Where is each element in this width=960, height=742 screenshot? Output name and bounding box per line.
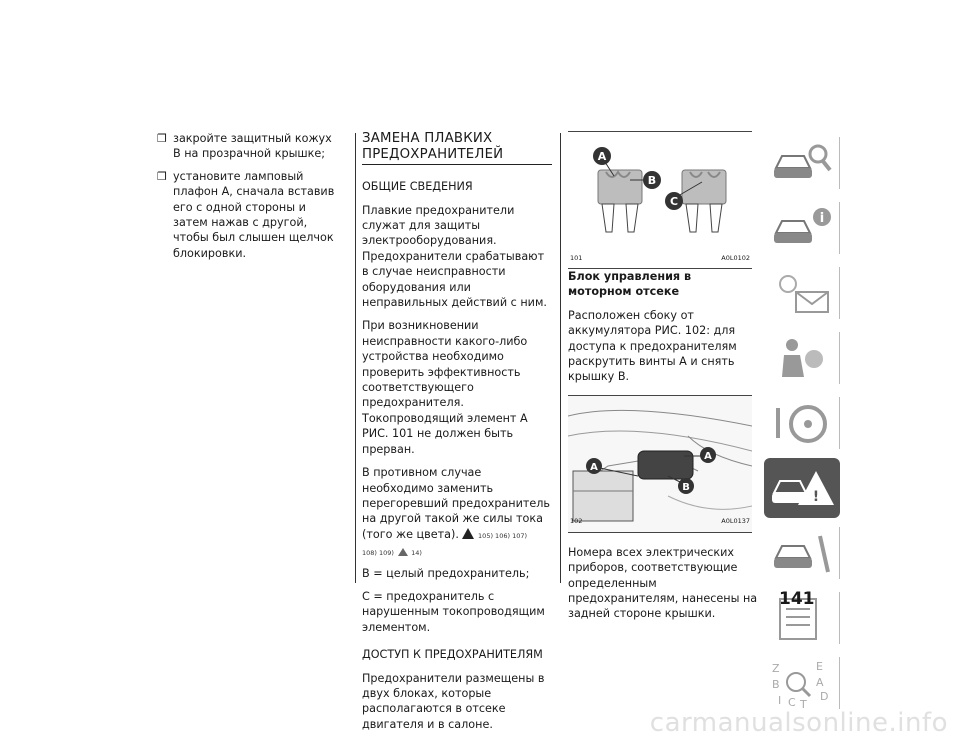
- paragraph-text: В противном случае необходимо заменить перегоревший предохранитель на другой такой же силы тока (того же цвета).: [362, 466, 551, 541]
- paragraph: Плавкие предохранители служат для защиты электрооборудования. Предохранители срабатывают в случае неисправности оборудования или неправильных действий с ним.: [362, 203, 547, 310]
- bullet-item: [157, 169, 342, 261]
- paragraph: Расположен сбоку от аккумулятора РИС. 102: для доступа к предохранителям раскрутить винты А и снять крышку B.: [568, 308, 737, 384]
- tab-index[interactable]: [764, 653, 840, 713]
- section-title-line: ПРЕДОХРАНИТЕЛЕЙ: [362, 146, 504, 162]
- paragraph: [362, 465, 552, 561]
- bullet-item: [157, 131, 342, 162]
- watermark: carmanualsonline.info: [649, 708, 948, 738]
- column-middle: [362, 131, 552, 740]
- engine-bay-illustration: [568, 396, 752, 532]
- section-title: [362, 131, 552, 165]
- figure-number: 102: [570, 517, 583, 526]
- figure-102: [568, 395, 752, 533]
- svg-text:I: I: [778, 694, 782, 707]
- subheading-general: ОБЩИЕ СВЕДЕНИЯ: [362, 180, 473, 194]
- section-title-line: ЗАМЕНА ПЛАВКИХ: [362, 131, 493, 146]
- column-left: [157, 131, 342, 268]
- tab-warning-lights[interactable]: [764, 263, 840, 323]
- tab-car-info[interactable]: [764, 198, 840, 258]
- page-number: 141: [779, 589, 815, 609]
- label-a: A: [704, 450, 712, 462]
- warning-refs: 105) 106) 107): [478, 531, 528, 540]
- car-warning-triangle-icon: [770, 463, 834, 513]
- warning-triangle-icon: [462, 528, 474, 539]
- fuse-illustration: [568, 132, 752, 268]
- caution-icon: [398, 548, 408, 556]
- label-b: B: [682, 481, 690, 493]
- svg-text:Z: Z: [772, 662, 780, 675]
- svg-text:i: i: [819, 211, 825, 226]
- warning-refs: 108) 109): [362, 549, 394, 558]
- paragraph: Номера всех электрических приборов, соответствующие определенным предохранителям, нанесены на задней стороне крышки.: [568, 545, 758, 621]
- tab-knowing-car[interactable]: [764, 133, 840, 193]
- label-a: A: [590, 461, 598, 473]
- checkbox-bullet-icon: ❒: [157, 132, 167, 145]
- chapter-sidebar: [764, 133, 842, 718]
- svg-text:A: A: [816, 676, 824, 689]
- bullet-text: закройте защитный кожух B на прозрачной крышке;: [173, 132, 332, 161]
- svg-text:B: B: [772, 678, 780, 691]
- figure-number: 101: [570, 253, 583, 262]
- subheading-access: ДОСТУП К ПРЕДОХРАНИТЕЛЯМ: [362, 648, 543, 662]
- checkbox-bullet-icon: ❒: [157, 169, 167, 183]
- tab-maintenance[interactable]: [764, 523, 840, 583]
- car-magnifier-icon: [770, 138, 834, 188]
- car-wrench-icon: [770, 528, 834, 578]
- tab-driving[interactable]: [764, 393, 840, 453]
- column-divider: [560, 133, 561, 583]
- figure-code: A0L0137: [721, 517, 750, 526]
- svg-text:T: T: [800, 698, 807, 708]
- warning-light-envelope-icon: [770, 268, 834, 318]
- paragraph: При возникновении неисправности какого-либо устройства необходимо проверить эффективность соответствующего предохранителя. Токопроводящий элемент А РИС. 101 не должен быть прерван.: [362, 319, 528, 456]
- steering-wheel-icon: [770, 398, 834, 448]
- label-c: C: [669, 195, 679, 208]
- column-divider: [355, 133, 356, 583]
- svg-text:!: !: [812, 489, 820, 505]
- label-b: B: [647, 174, 657, 187]
- tab-emergency[interactable]: [764, 458, 840, 518]
- subsection-heading: Блок управления в моторном отсеке: [568, 270, 692, 299]
- paragraph: С = предохранитель с нарушенным токопроводящим элементом.: [362, 589, 545, 634]
- label-a: A: [597, 150, 607, 163]
- paragraph: B = целый предохранитель;: [362, 566, 530, 580]
- car-info-icon: [770, 203, 834, 253]
- figure-101: [568, 131, 752, 269]
- bullet-text: установите ламповый плафон А, сначала вставив его с одной стороны и затем нажав с другой, чтобы был слышен щелчок блокировки.: [173, 169, 335, 260]
- caution-refs: 14): [411, 549, 422, 558]
- figure-code: A0L0102: [721, 253, 750, 262]
- paragraph: Предохранители размещены в двух блоках, которые располагаются в отсеке двигателя и в салоне.: [362, 671, 545, 731]
- svg-text:C: C: [788, 696, 796, 708]
- airbag-person-icon: [770, 333, 834, 383]
- column-right: [568, 131, 758, 630]
- svg-text:E: E: [816, 660, 823, 673]
- tab-safety[interactable]: [764, 328, 840, 388]
- svg-text:D: D: [820, 690, 829, 703]
- index-alphabet-icon: [770, 658, 834, 708]
